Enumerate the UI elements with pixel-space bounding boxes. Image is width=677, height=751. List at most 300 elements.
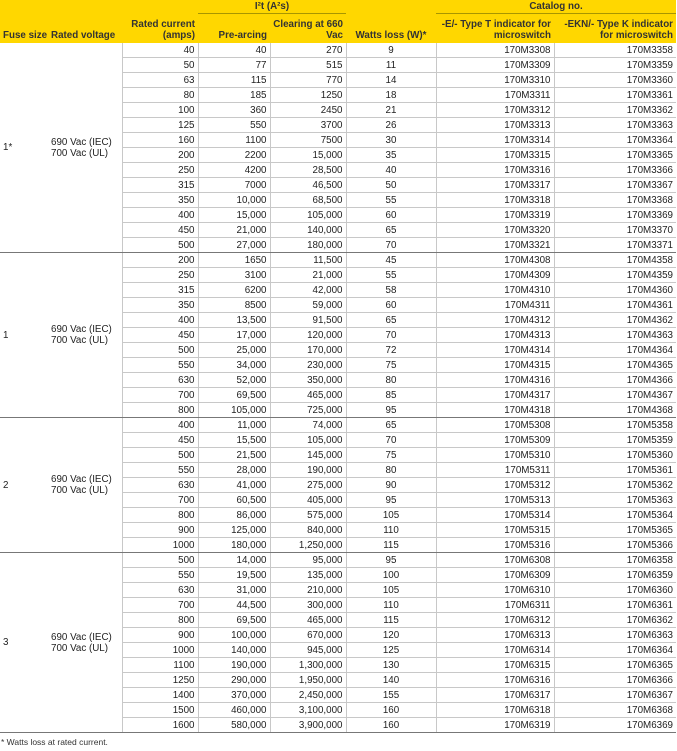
catalog-type-t-cell: 170M5316: [436, 538, 554, 553]
table-row: [0, 553, 676, 568]
catalog-type-t-cell: 170M6311: [436, 598, 554, 613]
pre-arcing-cell: 1100: [198, 133, 270, 148]
catalog-type-t-cell: 170M3316: [436, 163, 554, 178]
rated-current-cell: 1400: [122, 688, 198, 703]
catalog-type-t-cell: 170M4312: [436, 313, 554, 328]
rated-current-cell: 630: [122, 583, 198, 598]
pre-arcing-cell: 580,000: [198, 718, 270, 733]
catalog-type-t-cell: 170M5308: [436, 418, 554, 433]
watts-loss-cell: 30: [346, 133, 436, 148]
clearing-cell: 575,000: [270, 508, 346, 523]
pre-arcing-cell: 115: [198, 73, 270, 88]
clearing-cell: 725,000: [270, 403, 346, 418]
catalog-type-t-cell: 170M3311: [436, 88, 554, 103]
rated-voltage-line: 700 Vac (UL): [51, 335, 108, 346]
header-catalog: Catalog no.: [436, 0, 676, 14]
rated-current-cell: 900: [122, 523, 198, 538]
catalog-type-k-cell: 170M4362: [554, 313, 676, 328]
watts-loss-cell: 55: [346, 268, 436, 283]
rated-current-cell: 500: [122, 553, 198, 568]
catalog-type-k-cell: 170M5360: [554, 448, 676, 463]
rated-current-cell: 400: [122, 313, 198, 328]
clearing-cell: 11,500: [270, 253, 346, 268]
watts-loss-cell: 65: [346, 418, 436, 433]
pre-arcing-cell: 1650: [198, 253, 270, 268]
clearing-cell: 1,250,000: [270, 538, 346, 553]
fuse-size-cell: 3: [0, 553, 48, 733]
catalog-type-k-cell: 170M5359: [554, 433, 676, 448]
rated-current-cell: 450: [122, 328, 198, 343]
watts-loss-cell: 115: [346, 613, 436, 628]
catalog-type-t-cell: 170M6316: [436, 673, 554, 688]
pre-arcing-cell: 140,000: [198, 643, 270, 658]
catalog-type-t-cell: 170M4318: [436, 403, 554, 418]
catalog-type-k-cell: 170M5366: [554, 538, 676, 553]
rated-current-cell: 1000: [122, 538, 198, 553]
watts-loss-cell: 80: [346, 373, 436, 388]
catalog-type-k-cell: 170M3369: [554, 208, 676, 223]
catalog-type-k-cell: 170M4368: [554, 403, 676, 418]
catalog-type-t-cell: 170M4309: [436, 268, 554, 283]
clearing-cell: 74,000: [270, 418, 346, 433]
catalog-type-k-cell: 170M6361: [554, 598, 676, 613]
clearing-cell: 300,000: [270, 598, 346, 613]
table-row: [0, 253, 676, 268]
clearing-cell: 145,000: [270, 448, 346, 463]
catalog-type-k-cell: 170M6359: [554, 568, 676, 583]
pre-arcing-cell: 4200: [198, 163, 270, 178]
clearing-cell: 135,000: [270, 568, 346, 583]
fuse-size-cell: 2: [0, 418, 48, 553]
rated-current-cell: 50: [122, 58, 198, 73]
pre-arcing-cell: 190,000: [198, 658, 270, 673]
rated-current-cell: 630: [122, 373, 198, 388]
catalog-type-k-cell: 170M3363: [554, 118, 676, 133]
catalog-type-k-cell: 170M6367: [554, 688, 676, 703]
watts-loss-cell: 75: [346, 448, 436, 463]
watts-loss-cell: 45: [346, 253, 436, 268]
catalog-type-k-cell: 170M6358: [554, 553, 676, 568]
clearing-cell: 2450: [270, 103, 346, 118]
rated-current-cell: 700: [122, 388, 198, 403]
clearing-cell: 105,000: [270, 433, 346, 448]
clearing-cell: 405,000: [270, 493, 346, 508]
catalog-type-t-cell: 170M3318: [436, 193, 554, 208]
catalog-type-k-cell: 170M5363: [554, 493, 676, 508]
pre-arcing-cell: 19,500: [198, 568, 270, 583]
rated-voltage-cell: [48, 418, 122, 553]
watts-loss-cell: 95: [346, 553, 436, 568]
catalog-type-t-cell: 170M4314: [436, 343, 554, 358]
rated-current-cell: 160: [122, 133, 198, 148]
header-rated-voltage: Rated voltage: [48, 0, 122, 43]
clearing-cell: 350,000: [270, 373, 346, 388]
catalog-type-k-cell: 170M3360: [554, 73, 676, 88]
catalog-type-k-cell: 170M6368: [554, 703, 676, 718]
catalog-type-k-cell: 170M6364: [554, 643, 676, 658]
rated-voltage-cell: [48, 553, 122, 733]
pre-arcing-cell: 2200: [198, 148, 270, 163]
catalog-type-k-cell: 170M6366: [554, 673, 676, 688]
pre-arcing-cell: 60,500: [198, 493, 270, 508]
clearing-cell: 230,000: [270, 358, 346, 373]
clearing-cell: 46,500: [270, 178, 346, 193]
footnote: * Watts loss at rated current.: [1, 737, 108, 747]
catalog-type-t-cell: 170M3310: [436, 73, 554, 88]
watts-loss-cell: 60: [346, 208, 436, 223]
catalog-type-t-cell: 170M5310: [436, 448, 554, 463]
pre-arcing-cell: 6200: [198, 283, 270, 298]
rated-current-cell: 200: [122, 253, 198, 268]
rated-current-cell: 550: [122, 568, 198, 583]
watts-loss-cell: 65: [346, 223, 436, 238]
catalog-type-t-cell: 170M6319: [436, 718, 554, 733]
watts-loss-cell: 115: [346, 538, 436, 553]
catalog-type-k-cell: 170M4365: [554, 358, 676, 373]
catalog-type-t-cell: 170M6308: [436, 553, 554, 568]
catalog-type-t-cell: 170M6317: [436, 688, 554, 703]
watts-loss-cell: 160: [346, 703, 436, 718]
rated-current-cell: 550: [122, 463, 198, 478]
clearing-cell: 21,000: [270, 268, 346, 283]
watts-loss-cell: 95: [346, 403, 436, 418]
rated-voltage-line: 690 Vac (IEC): [51, 631, 112, 643]
rated-current-cell: 315: [122, 283, 198, 298]
pre-arcing-cell: 34,000: [198, 358, 270, 373]
catalog-type-k-cell: 170M5364: [554, 508, 676, 523]
clearing-cell: 120,000: [270, 328, 346, 343]
rated-current-cell: 350: [122, 298, 198, 313]
catalog-type-t-cell: 170M3309: [436, 58, 554, 73]
catalog-type-t-cell: 170M3317: [436, 178, 554, 193]
pre-arcing-cell: 69,500: [198, 613, 270, 628]
clearing-cell: 28,500: [270, 163, 346, 178]
pre-arcing-cell: 105,000: [198, 403, 270, 418]
rated-current-cell: 1000: [122, 643, 198, 658]
clearing-cell: 465,000: [270, 613, 346, 628]
clearing-cell: 670,000: [270, 628, 346, 643]
catalog-type-t-cell: 170M4316: [436, 373, 554, 388]
catalog-type-k-cell: 170M5361: [554, 463, 676, 478]
clearing-cell: 59,000: [270, 298, 346, 313]
catalog-type-t-cell: 170M3315: [436, 148, 554, 163]
pre-arcing-cell: 14,000: [198, 553, 270, 568]
catalog-type-t-cell: 170M5313: [436, 493, 554, 508]
pre-arcing-cell: 17,000: [198, 328, 270, 343]
clearing-cell: 3700: [270, 118, 346, 133]
catalog-type-t-cell: 170M3319: [436, 208, 554, 223]
catalog-type-t-cell: 170M5309: [436, 433, 554, 448]
watts-loss-cell: 72: [346, 343, 436, 358]
catalog-type-k-cell: 170M5365: [554, 523, 676, 538]
pre-arcing-cell: 52,000: [198, 373, 270, 388]
pre-arcing-cell: 550: [198, 118, 270, 133]
catalog-type-t-cell: 170M5312: [436, 478, 554, 493]
catalog-type-k-cell: 170M4363: [554, 328, 676, 343]
header-clearing: Clearing at 660 Vac: [270, 14, 346, 44]
rated-current-cell: 80: [122, 88, 198, 103]
pre-arcing-cell: 125,000: [198, 523, 270, 538]
clearing-cell: 770: [270, 73, 346, 88]
watts-loss-cell: 110: [346, 523, 436, 538]
pre-arcing-cell: 8500: [198, 298, 270, 313]
clearing-cell: 91,500: [270, 313, 346, 328]
catalog-type-k-cell: 170M4360: [554, 283, 676, 298]
pre-arcing-cell: 180,000: [198, 538, 270, 553]
rated-current-cell: 315: [122, 178, 198, 193]
rated-current-cell: 400: [122, 418, 198, 433]
rated-current-cell: 900: [122, 628, 198, 643]
rated-current-cell: 200: [122, 148, 198, 163]
catalog-type-k-cell: 170M4364: [554, 343, 676, 358]
catalog-type-t-cell: 170M6318: [436, 703, 554, 718]
catalog-type-k-cell: 170M3368: [554, 193, 676, 208]
rated-current-cell: 125: [122, 118, 198, 133]
catalog-type-t-cell: 170M3308: [436, 43, 554, 58]
watts-loss-cell: 9: [346, 43, 436, 58]
catalog-type-k-cell: 170M3367: [554, 178, 676, 193]
clearing-cell: 945,000: [270, 643, 346, 658]
catalog-type-k-cell: 170M5362: [554, 478, 676, 493]
watts-loss-cell: 18: [346, 88, 436, 103]
rated-voltage-line: 700 Vac (UL): [51, 642, 108, 654]
clearing-cell: 465,000: [270, 388, 346, 403]
pre-arcing-cell: 31,000: [198, 583, 270, 598]
watts-loss-cell: 85: [346, 388, 436, 403]
clearing-cell: 170,000: [270, 343, 346, 358]
clearing-cell: 42,000: [270, 283, 346, 298]
rated-current-cell: 450: [122, 223, 198, 238]
pre-arcing-cell: 15,500: [198, 433, 270, 448]
catalog-type-t-cell: 170M3320: [436, 223, 554, 238]
watts-loss-cell: 40: [346, 163, 436, 178]
watts-loss-cell: 100: [346, 568, 436, 583]
watts-loss-cell: 14: [346, 73, 436, 88]
watts-loss-cell: 160: [346, 718, 436, 733]
catalog-type-k-cell: 170M3361: [554, 88, 676, 103]
catalog-type-t-cell: 170M3321: [436, 238, 554, 253]
rated-current-cell: 1250: [122, 673, 198, 688]
clearing-cell: 840,000: [270, 523, 346, 538]
clearing-cell: 140,000: [270, 223, 346, 238]
pre-arcing-cell: 3100: [198, 268, 270, 283]
pre-arcing-cell: 10,000: [198, 193, 270, 208]
catalog-type-t-cell: 170M4317: [436, 388, 554, 403]
clearing-cell: 180,000: [270, 238, 346, 253]
watts-loss-cell: 125: [346, 643, 436, 658]
watts-loss-cell: 105: [346, 508, 436, 523]
catalog-type-t-cell: 170M4310: [436, 283, 554, 298]
catalog-type-k-cell: 170M6362: [554, 613, 676, 628]
pre-arcing-cell: 40: [198, 43, 270, 58]
fuse-size-cell: 1*: [0, 43, 48, 253]
clearing-cell: 1,950,000: [270, 673, 346, 688]
fuse-size-cell: 1: [0, 253, 48, 418]
watts-loss-cell: 70: [346, 238, 436, 253]
watts-loss-cell: 70: [346, 328, 436, 343]
watts-loss-cell: 50: [346, 178, 436, 193]
watts-loss-cell: 75: [346, 358, 436, 373]
watts-loss-cell: 65: [346, 313, 436, 328]
catalog-type-k-cell: 170M5358: [554, 418, 676, 433]
clearing-cell: 210,000: [270, 583, 346, 598]
rated-current-cell: 1600: [122, 718, 198, 733]
watts-loss-cell: 155: [346, 688, 436, 703]
clearing-cell: 1250: [270, 88, 346, 103]
pre-arcing-cell: 27,000: [198, 238, 270, 253]
table-row: [0, 43, 676, 58]
catalog-type-k-cell: 170M3370: [554, 223, 676, 238]
table-header: [0, 0, 676, 43]
catalog-type-t-cell: 170M5315: [436, 523, 554, 538]
rated-voltage-line: 690 Vac (IEC): [51, 474, 112, 485]
rated-current-cell: 550: [122, 358, 198, 373]
rated-current-cell: 63: [122, 73, 198, 88]
pre-arcing-cell: 15,000: [198, 208, 270, 223]
rated-current-cell: 500: [122, 448, 198, 463]
rated-voltage-cell: [48, 253, 122, 418]
watts-loss-cell: 58: [346, 283, 436, 298]
catalog-type-k-cell: 170M3371: [554, 238, 676, 253]
rated-current-cell: 450: [122, 433, 198, 448]
catalog-type-k-cell: 170M3358: [554, 43, 676, 58]
watts-loss-cell: 60: [346, 298, 436, 313]
catalog-type-k-cell: 170M3362: [554, 103, 676, 118]
rated-current-cell: 500: [122, 343, 198, 358]
table-row: [0, 418, 676, 433]
watts-loss-cell: 90: [346, 478, 436, 493]
watts-loss-cell: 26: [346, 118, 436, 133]
rated-current-cell: 400: [122, 208, 198, 223]
rated-current-cell: 100: [122, 103, 198, 118]
rated-current-cell: 700: [122, 493, 198, 508]
pre-arcing-cell: 13,500: [198, 313, 270, 328]
catalog-type-k-cell: 170M3366: [554, 163, 676, 178]
pre-arcing-cell: 100,000: [198, 628, 270, 643]
catalog-type-t-cell: 170M6314: [436, 643, 554, 658]
watts-loss-cell: 80: [346, 463, 436, 478]
pre-arcing-cell: 77: [198, 58, 270, 73]
clearing-cell: 2,450,000: [270, 688, 346, 703]
header-fuse-size: Fuse size: [0, 0, 48, 43]
rated-current-cell: 800: [122, 613, 198, 628]
rated-current-cell: 800: [122, 403, 198, 418]
clearing-cell: 7500: [270, 133, 346, 148]
clearing-cell: 270: [270, 43, 346, 58]
header-type-t: -E/- Type T indicator for microswitch: [436, 14, 554, 44]
clearing-cell: 3,900,000: [270, 718, 346, 733]
rated-voltage-cell: [48, 43, 122, 253]
rated-current-cell: 40: [122, 43, 198, 58]
catalog-type-t-cell: 170M3314: [436, 133, 554, 148]
rated-voltage-line: 690 Vac (IEC): [51, 324, 112, 335]
rated-current-cell: 630: [122, 478, 198, 493]
watts-loss-cell: 70: [346, 433, 436, 448]
rated-current-cell: 500: [122, 238, 198, 253]
header-pre-arcing: Pre-arcing: [198, 14, 270, 44]
table-body: [0, 43, 676, 733]
header-rated-current: Rated current (amps): [122, 0, 198, 43]
catalog-type-k-cell: 170M4367: [554, 388, 676, 403]
header-watts-loss: Watts loss (W)*: [346, 0, 436, 43]
clearing-cell: 190,000: [270, 463, 346, 478]
header-type-k: -EKN/- Type K indicator for microswitch: [554, 14, 676, 44]
rated-current-cell: 250: [122, 163, 198, 178]
watts-loss-cell: 140: [346, 673, 436, 688]
pre-arcing-cell: 21,000: [198, 223, 270, 238]
catalog-type-t-cell: 170M3313: [436, 118, 554, 133]
pre-arcing-cell: 360: [198, 103, 270, 118]
pre-arcing-cell: 25,000: [198, 343, 270, 358]
watts-loss-cell: 21: [346, 103, 436, 118]
catalog-type-k-cell: 170M6365: [554, 658, 676, 673]
rated-current-cell: 250: [122, 268, 198, 283]
pre-arcing-cell: 86,000: [198, 508, 270, 523]
catalog-type-k-cell: 170M4359: [554, 268, 676, 283]
pre-arcing-cell: 290,000: [198, 673, 270, 688]
rated-current-cell: 800: [122, 508, 198, 523]
clearing-cell: 15,000: [270, 148, 346, 163]
catalog-type-k-cell: 170M4358: [554, 253, 676, 268]
catalog-type-k-cell: 170M6369: [554, 718, 676, 733]
clearing-cell: 1,300,000: [270, 658, 346, 673]
catalog-type-k-cell: 170M4366: [554, 373, 676, 388]
pre-arcing-cell: 21,500: [198, 448, 270, 463]
clearing-cell: 105,000: [270, 208, 346, 223]
watts-loss-cell: 105: [346, 583, 436, 598]
catalog-type-k-cell: 170M3365: [554, 148, 676, 163]
watts-loss-cell: 55: [346, 193, 436, 208]
catalog-type-t-cell: 170M6309: [436, 568, 554, 583]
catalog-type-k-cell: 170M4361: [554, 298, 676, 313]
rated-current-cell: 1500: [122, 703, 198, 718]
pre-arcing-cell: 460,000: [198, 703, 270, 718]
catalog-type-t-cell: 170M5314: [436, 508, 554, 523]
clearing-cell: 3,100,000: [270, 703, 346, 718]
catalog-type-k-cell: 170M6360: [554, 583, 676, 598]
clearing-cell: 68,500: [270, 193, 346, 208]
catalog-type-t-cell: 170M6313: [436, 628, 554, 643]
watts-loss-cell: 120: [346, 628, 436, 643]
pre-arcing-cell: 41,000: [198, 478, 270, 493]
pre-arcing-cell: 28,000: [198, 463, 270, 478]
rated-current-cell: 700: [122, 598, 198, 613]
pre-arcing-cell: 7000: [198, 178, 270, 193]
clearing-cell: 515: [270, 58, 346, 73]
rated-voltage-line: 700 Vac (UL): [51, 485, 108, 496]
catalog-type-t-cell: 170M4315: [436, 358, 554, 373]
watts-loss-cell: 130: [346, 658, 436, 673]
pre-arcing-cell: 370,000: [198, 688, 270, 703]
catalog-type-t-cell: 170M6315: [436, 658, 554, 673]
watts-loss-cell: 110: [346, 598, 436, 613]
rated-current-cell: 350: [122, 193, 198, 208]
catalog-type-t-cell: 170M3312: [436, 103, 554, 118]
watts-loss-cell: 95: [346, 493, 436, 508]
catalog-type-k-cell: 170M6363: [554, 628, 676, 643]
catalog-type-t-cell: 170M6312: [436, 613, 554, 628]
catalog-type-k-cell: 170M3364: [554, 133, 676, 148]
catalog-type-t-cell: 170M5311: [436, 463, 554, 478]
watts-loss-cell: 35: [346, 148, 436, 163]
catalog-type-t-cell: 170M6310: [436, 583, 554, 598]
catalog-type-t-cell: 170M4311: [436, 298, 554, 313]
clearing-cell: 95,000: [270, 553, 346, 568]
pre-arcing-cell: 11,000: [198, 418, 270, 433]
clearing-cell: 275,000: [270, 478, 346, 493]
header-i2t: I²t (A²s): [198, 0, 346, 14]
rated-voltage-line: 690 Vac (IEC): [51, 136, 112, 148]
